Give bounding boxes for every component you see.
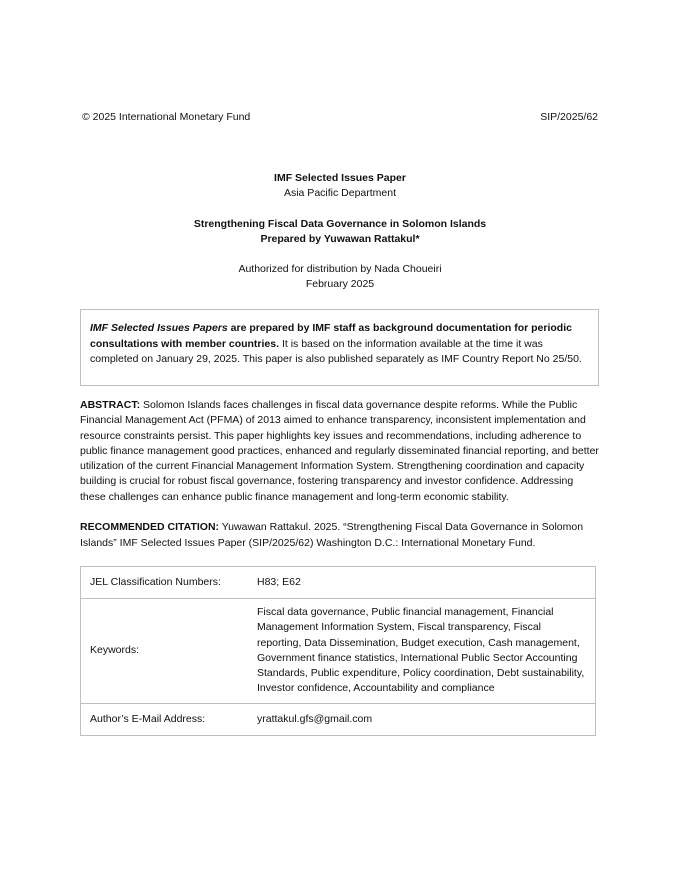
- notice-bold-text: are prepared by IMF staff as background documentation for periodic consultations with member countries.: [90, 322, 572, 350]
- citation-label: RECOMMENDED CITATION:: [80, 521, 220, 533]
- notice-text: It is based on the information available at the time it was completed on January 29, 2025. This paper is also published separately as IMF Country Report No 25/50.: [90, 337, 582, 365]
- paper-number: SIP/2025/62: [540, 111, 598, 123]
- metadata-table: [80, 566, 596, 736]
- paper-title-block: [0, 217, 680, 247]
- paper-title: Strengthening Fiscal Data Governance in Solomon Islands: [193, 218, 487, 230]
- prepared-by: Prepared by Yuwawan Rattakul*: [260, 233, 420, 245]
- table-row-keywords: [81, 599, 596, 704]
- notice-lead: IMF Selected Issues Papers: [90, 322, 228, 334]
- citation-text: Yuwawan Rattakul. 2025. “Strengthening Fiscal Data Governance in Solomon Islands” IMF Selected Issues Paper (SIP/2025/62) Washington D.C.: International Monetary Fund.: [80, 521, 584, 549]
- title-block: [0, 171, 680, 201]
- table-row-email: [81, 703, 596, 735]
- table-row-jel: [81, 567, 596, 599]
- authorization-block: [0, 262, 680, 292]
- copyright-notice: © 2025 International Monetary Fund: [82, 111, 251, 123]
- jel-value: H83; E62: [256, 567, 596, 599]
- jel-label: JEL Classification Numbers:: [81, 567, 257, 599]
- authorized-by: Authorized for distribution by Nada Choueiri: [238, 263, 442, 275]
- keywords-value: Fiscal data governance, Public financial management, Financial Management Information System, Fiscal transparency, Fiscal reporting, Data Dissemination, Budget execution, Cash management, Government finance statistics, International Public Sector Accounting Standards, Public expenditure, Policy coordination, Debt sustainability, Investor confidence, Accountability and compliance: [256, 599, 596, 704]
- abstract-text: Solomon Islands faces challenges in fiscal data governance despite reforms. While the Public Financial Management Act (PFMA) of 2013 aimed to enhance transparency, inconsistent implementation and resource constraints persist. This paper highlights key issues and recommendations, including adherence to public finance management good practices, enhanced and regularly disseminated financial reporting, and better utilization of the current Financial Management Information System. Strengthening coordination and capacity building is crucial for robust fiscal governance, fostering transparency and investor confidence. Addressing these challenges can enhance public finance management and long-term economic stability.: [80, 399, 599, 503]
- abstract: [80, 398, 600, 505]
- keywords-label: Keywords:: [81, 599, 257, 704]
- notice-box: [80, 309, 599, 386]
- publication-date: February 2025: [305, 278, 375, 290]
- series-title: IMF Selected Issues Paper: [274, 172, 406, 184]
- department: Asia Pacific Department: [283, 187, 397, 199]
- email-label: Author’s E-Mail Address:: [81, 703, 257, 735]
- recommended-citation: [80, 519, 600, 551]
- abstract-label: ABSTRACT:: [80, 399, 141, 411]
- email-value: yrattakul.gfs@gmail.com: [256, 703, 596, 735]
